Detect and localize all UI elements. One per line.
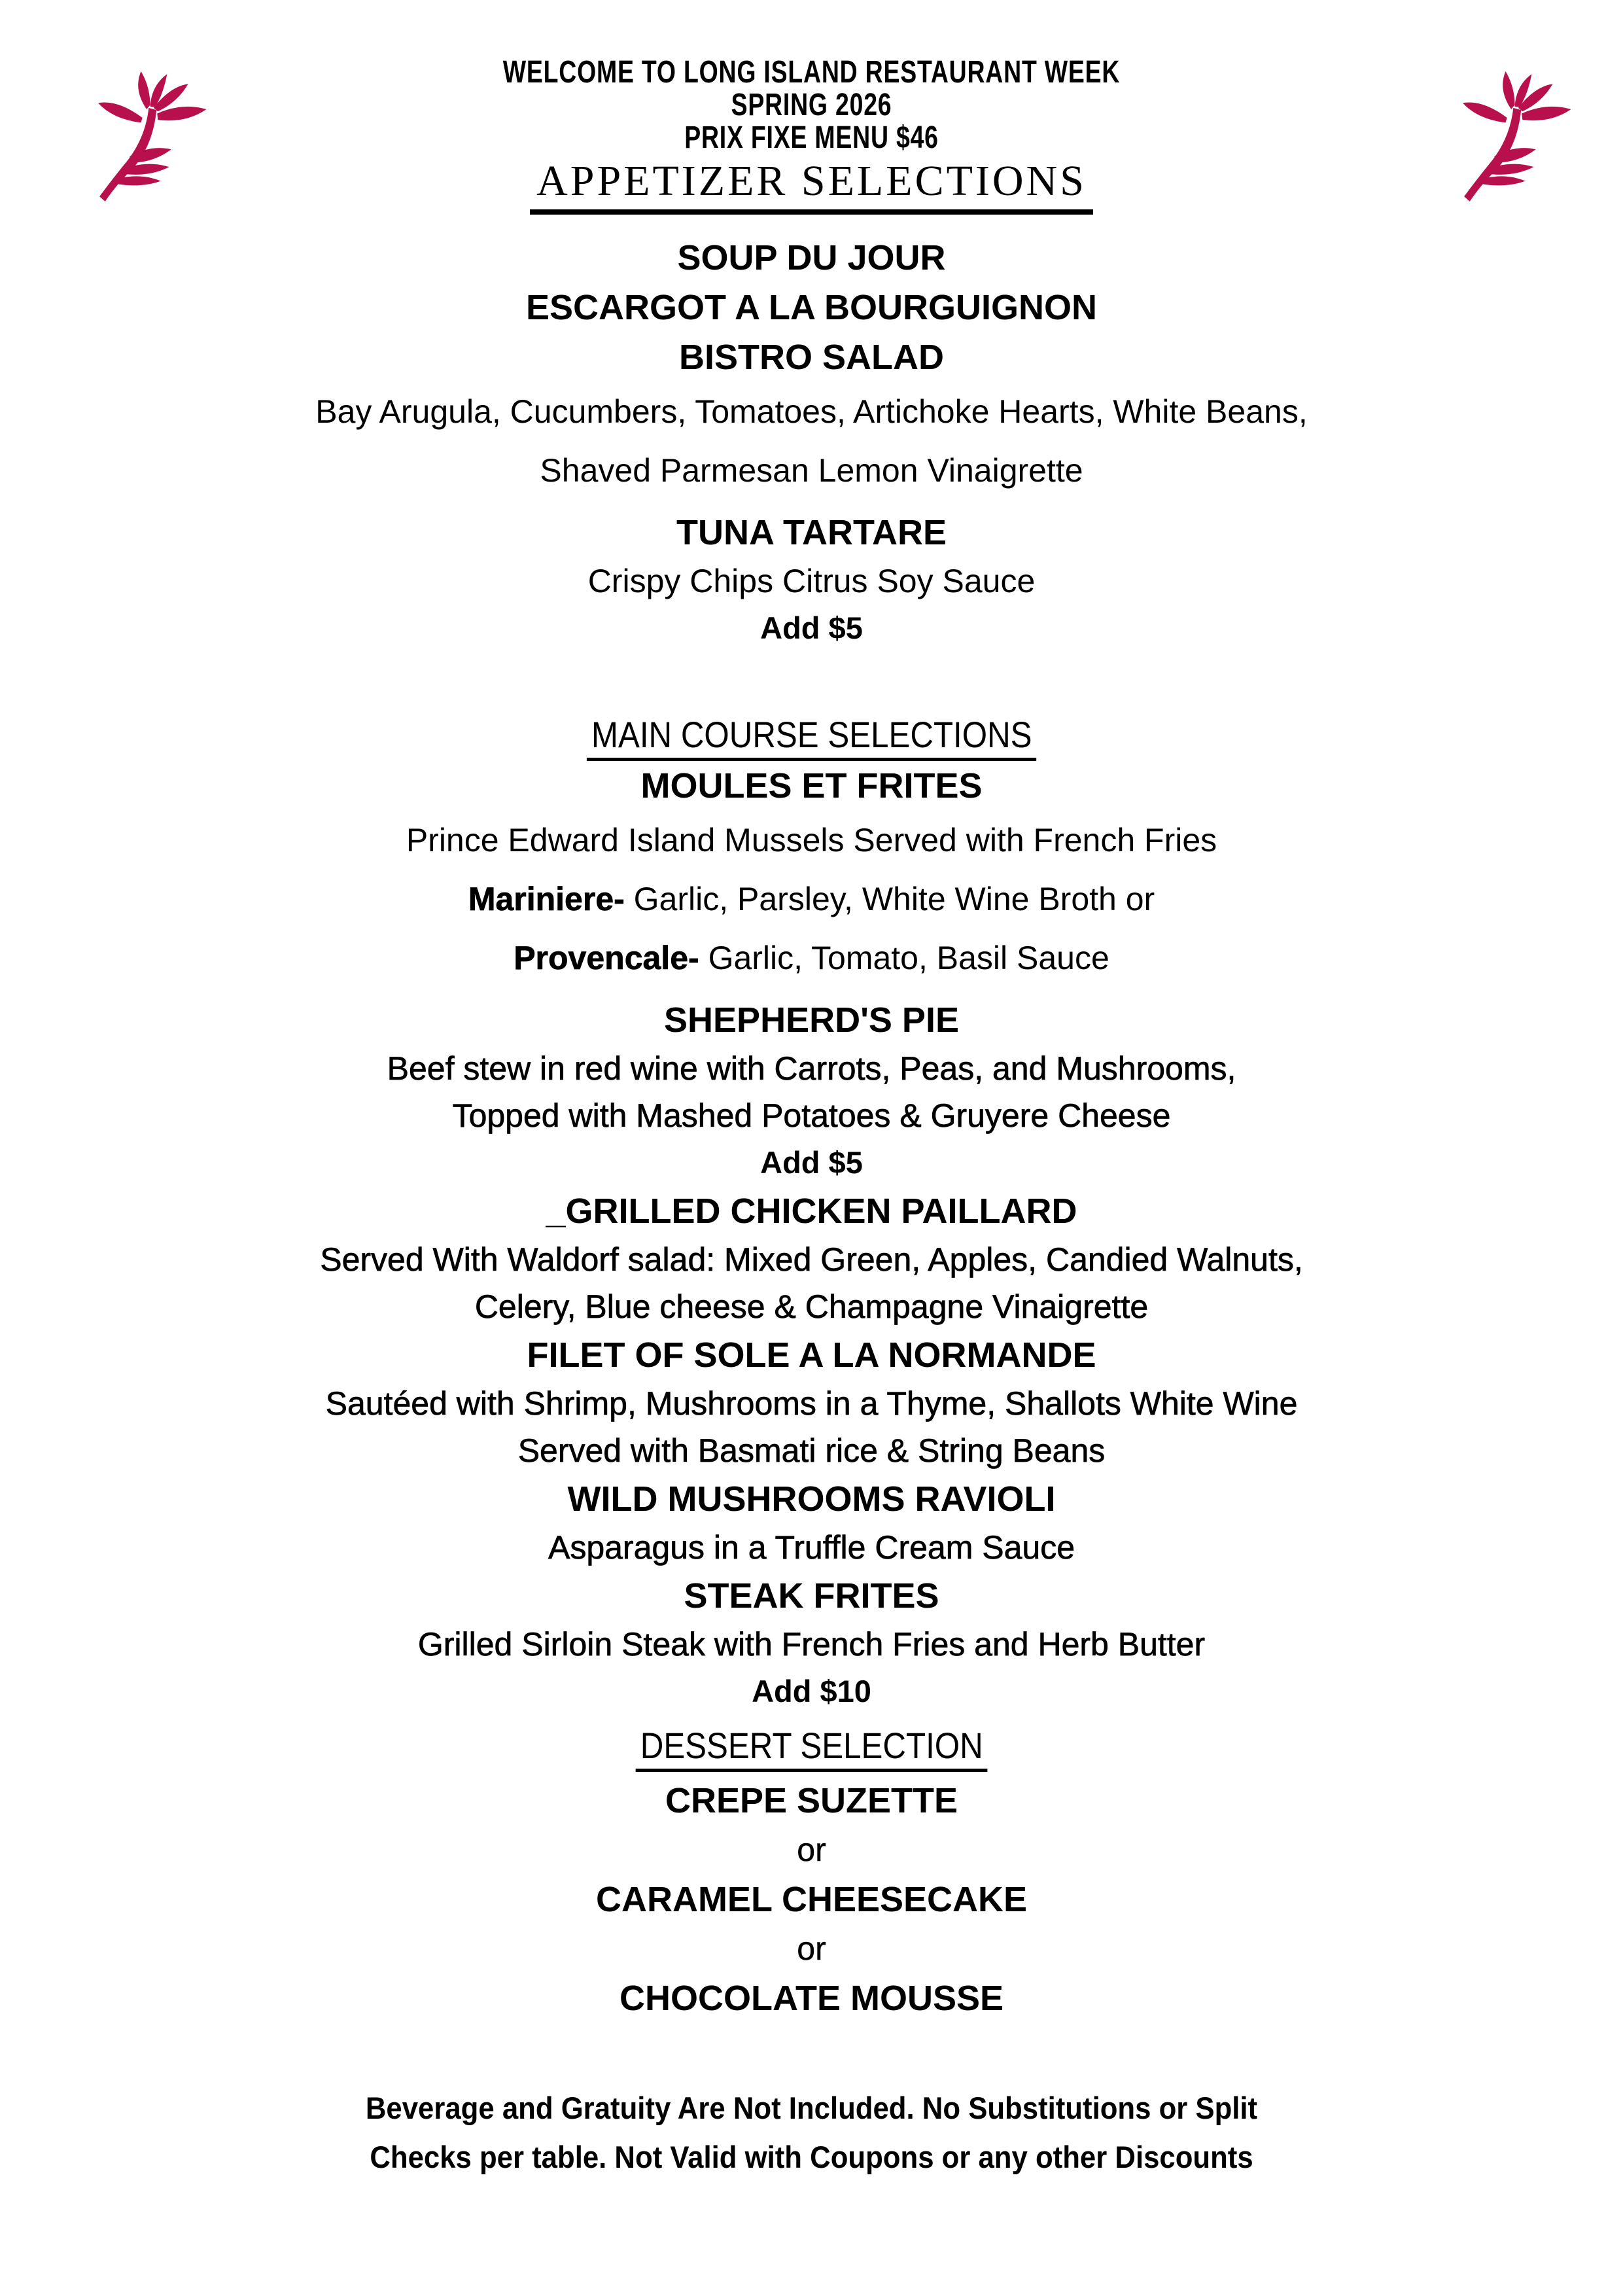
main-course-section (0, 715, 1623, 1715)
price-line: PRIX FIXE MENU $46 (684, 120, 939, 155)
moules-option-mariniere (0, 870, 1623, 928)
menu-item-shepherds-pie: SHEPHERD'S PIE (664, 1000, 959, 1040)
menu-item-moules-et-frites: MOULES ET FRITES (640, 766, 983, 805)
tuna-tartare-description: Crispy Chips Citrus Soy Sauce (587, 563, 1036, 599)
menu-item-crepe-suzette: CREPE SUZETTE (665, 1781, 958, 1820)
bistro-salad-description-2: Shaved Parmesan Lemon Vinaigrette (540, 452, 1083, 489)
chicken-paillard-description-2: Celery, Blue cheese & Champagne Vinaigrette (474, 1288, 1149, 1325)
underscore-mark: _ (546, 1192, 566, 1231)
welcome-line: WELCOME TO LONG ISLAND RESTAURANT WEEK (502, 55, 1121, 90)
dessert-section-heading: DESSERT SELECTION (635, 1725, 987, 1772)
menu-item-steak-frites: STEAK FRITES (684, 1576, 939, 1616)
appetizer-heading-row (0, 154, 1623, 215)
dessert-heading-row (0, 1725, 1623, 1772)
moules-option-provencale (0, 928, 1623, 987)
disclaimer-line-2: Checks per table. Not Valid with Coupons or any other Discounts (370, 2140, 1253, 2174)
filet-of-sole-description-2: Served with Basmati rice & String Beans (517, 1432, 1106, 1469)
shepherds-pie-description-2: Topped with Mashed Potatoes & Gruyere Cheese (452, 1097, 1171, 1134)
moules-description: Prince Edward Island Mussels Served with French Fries (406, 822, 1217, 858)
season-line: SPRING 2026 (731, 88, 892, 122)
dessert-separator-2: or (797, 1930, 826, 1967)
main-course-heading-row (0, 715, 1623, 761)
main-course-section-heading: MAIN COURSE SELECTIONS (587, 715, 1037, 761)
appetizer-section-heading: APPETIZER SELECTIONS (530, 157, 1093, 215)
mariniere-description: Garlic, Parsley, White Wine Broth or (624, 881, 1155, 917)
menu-item-escargot: ESCARGOT A LA BOURGUIGNON (526, 288, 1097, 327)
menu-item-chocolate-mousse: CHOCOLATE MOUSSE (619, 1979, 1003, 2018)
steak-frites-description: Grilled Sirloin Steak with French Fries and Herb Butter (417, 1626, 1206, 1663)
menu-item-filet-of-sole: FILET OF SOLE A LA NORMANDE (527, 1335, 1096, 1375)
shepherds-pie-supplement: Add $5 (760, 1145, 863, 1180)
menu-item-tuna-tartare: TUNA TARTARE (676, 513, 947, 552)
dessert-section (0, 1725, 1623, 2023)
appetizer-section (0, 233, 1623, 652)
ravioli-description: Asparagus in a Truffle Cream Sauce (548, 1529, 1075, 1566)
menu-item-soup-du-jour: SOUP DU JOUR (677, 238, 946, 277)
masthead (0, 0, 1623, 215)
provencale-label: Provencale- (514, 940, 699, 976)
steak-frites-supplement: Add $10 (752, 1674, 871, 1708)
disclaimer-line-1: Beverage and Gratuity Are Not Included. No Substitutions or Split (365, 2091, 1258, 2125)
shepherds-pie-description-1: Beef stew in red wine with Carrots, Peas, and Mushrooms, (387, 1050, 1236, 1087)
grilled-chicken-paillard-title: GRILLED CHICKEN PAILLARD (565, 1192, 1077, 1231)
tuna-tartare-supplement: Add $5 (760, 610, 863, 645)
disclaimer (57, 2083, 1566, 2181)
menu-item-wild-mushrooms-ravioli: WILD MUSHROOMS RAVIOLI (567, 1479, 1056, 1519)
chicken-paillard-description-1: Served With Waldorf salad: Mixed Green, Apples, Candied Walnuts, (320, 1241, 1303, 1278)
mariniere-label: Mariniere- (468, 881, 625, 917)
flower-sprig-icon (1444, 65, 1585, 209)
menu-item-grilled-chicken-paillard (0, 1186, 1623, 1236)
menu-item-caramel-cheesecake: CARAMEL CHEESECAKE (595, 1880, 1028, 1919)
menu-item-bistro-salad: BISTRO SALAD (679, 338, 944, 377)
provencale-description: Garlic, Tomato, Basil Sauce (699, 940, 1109, 976)
dessert-separator-1: or (797, 1831, 826, 1868)
filet-of-sole-description-1: Sautéed with Shrimp, Mushrooms in a Thyme, Shallots White Wine (325, 1385, 1298, 1422)
bistro-salad-description-1: Bay Arugula, Cucumbers, Tomatoes, Artichoke Hearts, White Beans, (315, 393, 1308, 430)
